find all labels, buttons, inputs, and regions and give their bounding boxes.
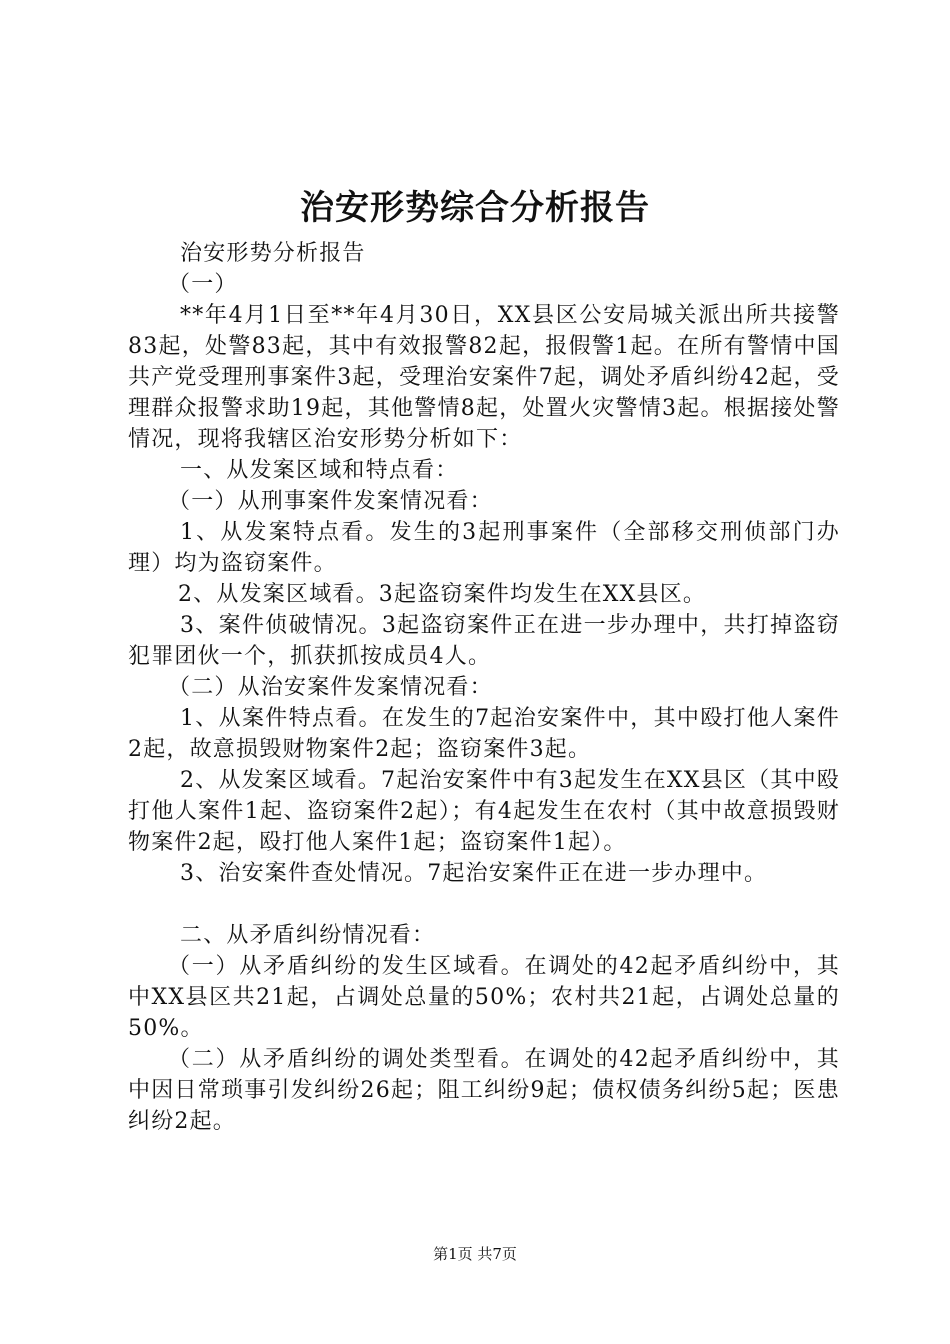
- summary-paragraph: **年4月1日至**年4月30日，XX县区公安局城关派出所共接警83起，处警83起，其中有效报警82起，报假警1起。在所有警情中国共产党受理刑事案件3起，受理治安案件7起，调处矛盾纠纷42起，受理群众报警求助19起，其他警情8起，处置火灾警情3起。根据接处警情况，现将我辖区治安形势分析如下：: [128, 303, 840, 452]
- blank-line: [128, 889, 840, 920]
- heading-paragraph-2: 二、从矛盾纠纷情况看：: [180, 923, 436, 948]
- document-title: 治安形势综合分析报告: [300, 188, 650, 228]
- criminal-item-2: 2、从发案区域看。3起盗窃案件均发生在XX县区。: [178, 582, 707, 607]
- public-security-item-3: 3、治安案件查处情况。7起治安案件正在进一步办理中。: [180, 861, 768, 886]
- section-marker-paragraph: （一）: [168, 272, 238, 297]
- subheading-paragraph-public-security: （二）从治安案件发案情况看：: [168, 675, 493, 700]
- public-security-item-2: 2、从发案区域看。7起治安案件中有3起发生在XX县区（其中殴打他人案件1起、盗窃案件2起）；有4起发生在农村（其中故意损毁财物案件2起，殴打他人案件1起；盗窃案件1起）。: [128, 768, 840, 855]
- document-body: [128, 238, 840, 1137]
- dispute-type-paragraph: （二）从矛盾纠纷的调处类型看。在调处的42起矛盾纠纷中，其中因日常琐事引发纠纷26起；阻工纠纷9起；债权债务纠纷5起；医患纠纷2起。: [128, 1047, 840, 1134]
- dispute-region-paragraph: （一）从矛盾纠纷的发生区域看。在调处的42起矛盾纠纷中，其中XX县区共21起，占调处总量的50%；农村共21起，占调处总量的50%。: [128, 954, 840, 1041]
- page-number-footer: 第1页 共7页: [433, 1245, 517, 1263]
- public-security-item-1: 1、从案件特点看。在发生的7起治安案件中，其中殴打他人案件2起，故意损毁财物案件2起；盗窃案件3起。: [128, 706, 840, 762]
- criminal-item-3: 3、案件侦破情况。3起盗窃案件正在进一步办理中，共打掉盗窃犯罪团伙一个，抓获抓按成员4人。: [128, 613, 840, 669]
- subheading-paragraph-criminal: （一）从刑事案件发案情况看：: [168, 489, 493, 514]
- subtitle-paragraph: 治安形势分析报告: [180, 241, 366, 266]
- heading-paragraph-1: 一、从发案区域和特点看：: [180, 458, 459, 483]
- criminal-item-1: 1、从发案特点看。发生的3起刑事案件（全部移交刑侦部门办理）均为盗窃案件。: [128, 520, 840, 576]
